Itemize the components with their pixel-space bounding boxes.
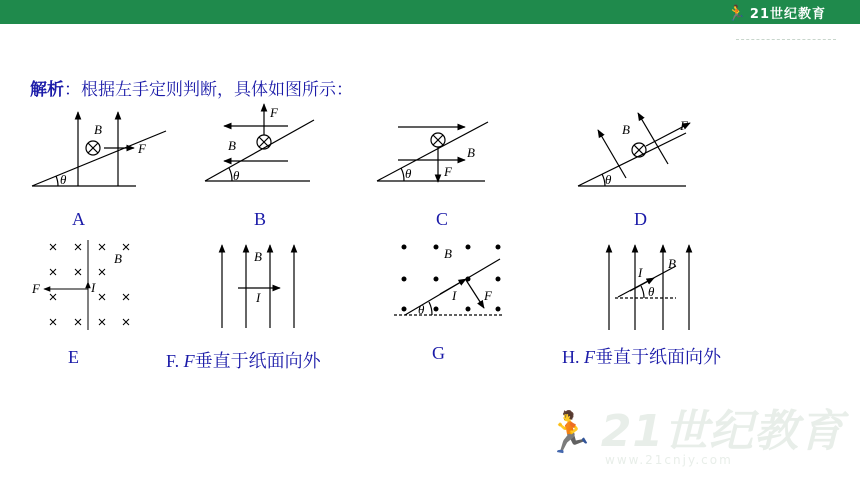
svg-text:B: B bbox=[114, 251, 122, 266]
svg-text:θ: θ bbox=[418, 302, 425, 317]
svg-text:F: F bbox=[32, 281, 40, 296]
svg-text:I: I bbox=[91, 280, 96, 295]
diagram-g bbox=[394, 245, 502, 318]
label-b: B bbox=[254, 209, 267, 229]
label-f: F. F垂直于纸面向外 bbox=[166, 351, 321, 371]
diagram-c bbox=[377, 122, 488, 182]
svg-text:θ: θ bbox=[60, 172, 67, 187]
label-g: G bbox=[432, 343, 445, 363]
svg-text:B: B bbox=[622, 122, 630, 137]
svg-text:θ: θ bbox=[233, 168, 240, 183]
label-d: D bbox=[634, 209, 647, 229]
runner-icon: 🏃 bbox=[727, 4, 747, 22]
svg-text:F: F bbox=[484, 288, 492, 303]
brand-logo: 🏃 21世纪教育 bbox=[727, 4, 826, 22]
svg-text:B: B bbox=[94, 122, 102, 137]
svg-text:I: I bbox=[638, 265, 643, 280]
runner-watermark-icon: 🏃 bbox=[545, 410, 595, 456]
svg-text:F: F bbox=[680, 118, 688, 133]
label-e: E bbox=[68, 347, 79, 367]
svg-text:F: F bbox=[444, 164, 452, 179]
diagram-a bbox=[32, 112, 166, 187]
diagram-h bbox=[609, 245, 689, 330]
svg-text:θ: θ bbox=[605, 172, 612, 187]
svg-text:B: B bbox=[467, 145, 475, 160]
diagram-d bbox=[578, 113, 690, 187]
watermark: 🏃 21世纪教育 www.21cnjy.com bbox=[545, 406, 845, 467]
diagram-e bbox=[31, 240, 129, 330]
analysis-prefix: 解析 bbox=[30, 80, 64, 100]
svg-text:B: B bbox=[444, 246, 452, 261]
diagram-b bbox=[205, 104, 314, 183]
svg-text:I: I bbox=[452, 288, 457, 303]
label-c: C bbox=[436, 209, 449, 229]
svg-text:I: I bbox=[256, 290, 261, 305]
svg-text:θ: θ bbox=[405, 166, 412, 181]
svg-text:B: B bbox=[228, 138, 236, 153]
svg-text:F: F bbox=[270, 105, 278, 120]
svg-text:B: B bbox=[254, 249, 262, 264]
diagram-f bbox=[222, 245, 294, 328]
svg-text:F: F bbox=[138, 141, 146, 156]
analysis-text: ：根据左手定则判断，具体如图所示： bbox=[64, 80, 353, 100]
label-a: A bbox=[72, 209, 85, 229]
svg-text:B: B bbox=[668, 256, 676, 271]
svg-text:θ: θ bbox=[648, 284, 655, 299]
label-h: H. F垂直于纸面向外 bbox=[562, 347, 721, 367]
